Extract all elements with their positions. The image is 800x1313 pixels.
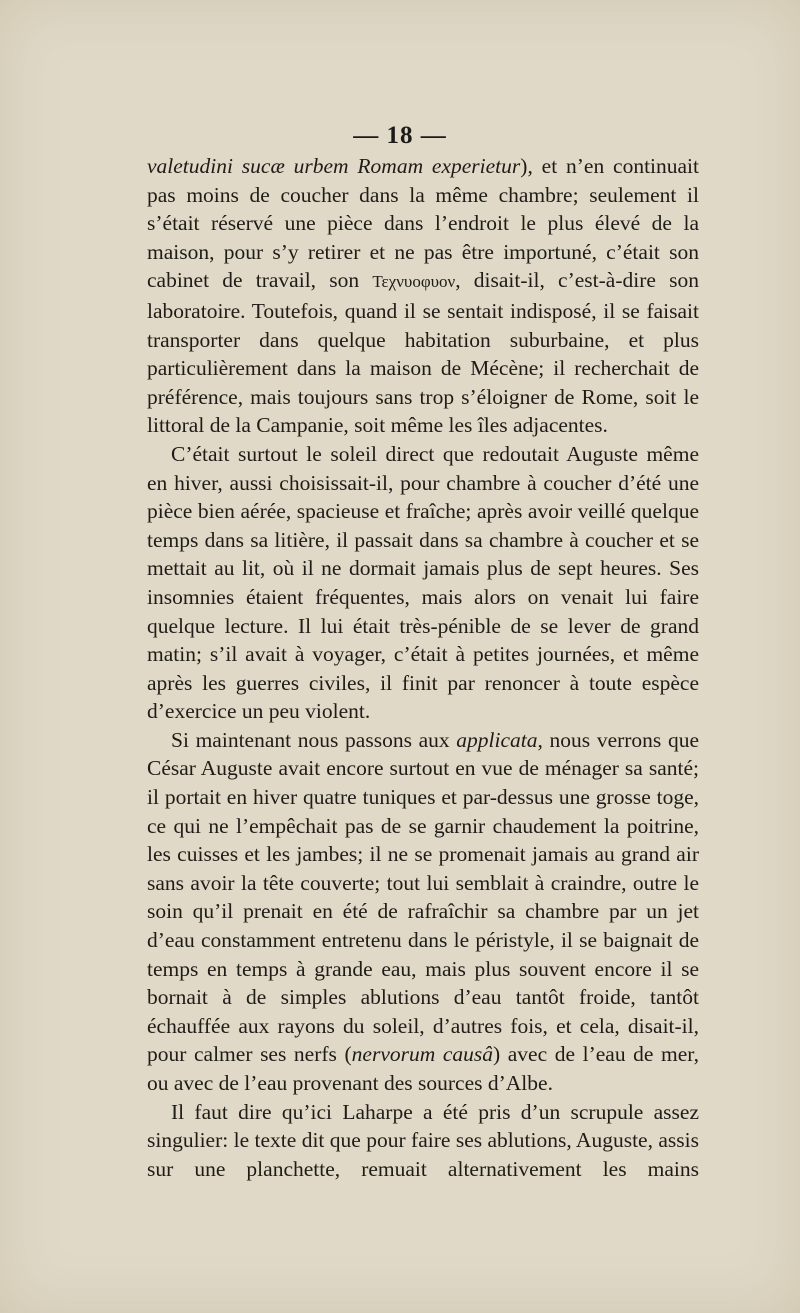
paragraph-3-text-b: , nous verrons que César Auguste avait encore surtout en vue de ménager sa santé; il portait en hiver quatre tuniques et par-dessus une grosse toge, ce qui ne l’empêchait pas de se garnir chaudement la poitrine, les cuisses et les jambes; il ne se promenait jamais au grand air sans avoir la tête couverte; tout lui semblait à craindre, outre le soin qu’il prenait en été de rafraîchir sa chambre par un jet d’eau constamment entretenu dans le péristyle, il se baignait de temps en temps à grande eau, mais plus souvent encore il se bornait à de simples ablutions d’eau tantôt froide, tantôt échauffée aux rayons du soleil, d’autres fois, et cela, disait-il, pour calmer ses nerfs ( [147,727,699,1067]
term-nervorum-causa: nervorum causâ [351,1042,494,1067]
paragraph-4 [147,1098,699,1184]
paragraph-2 [147,440,699,726]
paragraph-1 [147,152,699,440]
paragraph-1-text-b: , disait-il, c’est-à-dire son laboratoire. Toutefois, quand il se sentait indisposé, il se faisait transporter dans quelque habitation suburbaine, et plus particulièrement dans la maison de Mécène; il recherchait de préférence, mais toujours sans trop s’éloigner de Rome, soit le littoral de la Campanie, soit même les îles adjacentes. [147,268,699,438]
greek-word: Τεχνυοφυον [372,272,456,292]
paragraph-4-text: Il faut dire qu’ici Laharpe a été pris d’un scrupule assez singulier: le texte dit que pour faire ses ablutions, Auguste, assis sur une planchette, remuait alternativement les mains [147,1099,699,1181]
term-applicata: applicata [456,727,538,752]
paragraph-3 [147,726,699,1098]
paragraph-2-text: C’était surtout le soleil direct que redoutait Auguste même en hiver, aussi choisissait-il, pour chambre à coucher d’été une pièce bien aérée, spacieuse et fraîche; après avoir veillé quelque temps dans sa litière, il passait dans sa chambre à coucher et se mettait au lit, où il ne dormait jamais plus de sept heures. Ses insomnies étaient fréquentes, mais alors on venait lui faire quelque lecture. Il lui était très-pénible de se lever de grand matin; s’il avait à voyager, c’était à petites journées, et même après les guerres civiles, il finit par renoncer à toute espèce d’exercice un peu violent. [147,441,699,724]
latin-quote: valetudini sucæ urbem Romam experietur [147,154,521,178]
paragraph-1-text-a: ), et n’en continuait pas moins de coucher dans la même chambre; seulement il s’était réservé une pièce dans l’endroit le plus élevé de la maison, pour s’y retirer et ne pas être importuné, c’était son cabinet de travail, son [147,154,700,293]
page-number: — 18 — [353,122,447,149]
paragraph-3-text-a: Si maintenant nous passons aux [171,727,457,752]
paragraph-3-text-c: ) avec de l’eau de mer, ou avec de l’eau provenant des sources d’Albe. [147,1042,699,1095]
body-text [147,152,699,1183]
